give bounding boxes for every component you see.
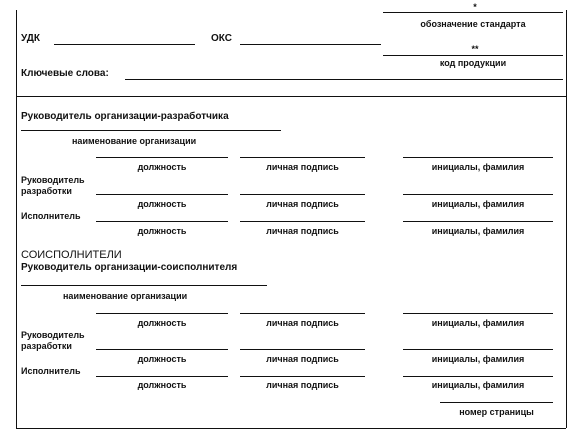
developer-row3-name-caption: инициалы, фамилия <box>431 226 525 236</box>
coexecutors-row2-name-line <box>403 349 553 350</box>
keywords-field-line <box>125 79 563 80</box>
coexecutors-row1-position-caption: должность <box>137 318 187 328</box>
developer-row2-position-caption: должность <box>137 199 187 209</box>
developer-row1-signature-line <box>240 157 365 158</box>
developer-row1-name-line <box>403 157 553 158</box>
page-number-caption: номер страницы <box>459 407 534 417</box>
developer-row2-name-caption: инициалы, фамилия <box>431 199 525 209</box>
coexecutors-org-caption: наименование организации <box>63 291 188 301</box>
udk-label: УДК <box>21 33 40 44</box>
developer-row1-signature-caption: личная подпись <box>266 162 339 172</box>
coexecutors-row1-name-line <box>403 313 553 314</box>
oks-field-line <box>240 44 381 45</box>
developer-row3-position-line <box>96 221 228 222</box>
coexecutors-row3-name-line <box>403 376 553 377</box>
page-number-line <box>440 402 553 403</box>
developer-executor-label: Исполнитель <box>21 211 81 221</box>
standard-line <box>383 12 563 13</box>
developer-dev-head-label-1: Руководитель <box>21 175 85 185</box>
coexecutors-head-label: Руководитель организации-соисполнителя <box>21 262 238 273</box>
developer-row3-name-line <box>403 221 553 222</box>
coexecutors-row2-position-line <box>96 349 228 350</box>
coexecutors-dev-head-label-1: Руководитель <box>21 330 85 340</box>
coexecutors-row3-signature-caption: личная подпись <box>266 380 339 390</box>
frame-left-border <box>16 10 17 428</box>
coexecutors-row2-signature-caption: личная подпись <box>266 354 339 364</box>
developer-row3-signature-caption: личная подпись <box>266 226 339 236</box>
developer-dev-head-label-2: разработки <box>21 186 72 196</box>
coexecutors-title: СОИСПОЛНИТЕЛИ <box>21 249 122 261</box>
coexecutors-row3-position-caption: должность <box>137 380 187 390</box>
coexecutors-row2-signature-line <box>240 349 365 350</box>
developer-head-label: Руководитель организации-разработчика <box>21 111 229 122</box>
developer-row2-name-line <box>403 194 553 195</box>
coexecutors-executor-label: Исполнитель <box>21 366 81 376</box>
oks-label: ОКС <box>211 33 232 44</box>
developer-row2-position-line <box>96 194 228 195</box>
product-caption: код продукции <box>439 58 507 68</box>
coexecutors-head-line <box>21 285 267 286</box>
standard-mark: * <box>473 2 477 12</box>
coexecutors-row1-signature-caption: личная подпись <box>266 318 339 328</box>
coexecutors-row1-name-caption: инициалы, фамилия <box>431 318 525 328</box>
coexecutors-row3-position-line <box>96 376 228 377</box>
coexecutors-row1-signature-line <box>240 313 365 314</box>
developer-row3-signature-line <box>240 221 365 222</box>
developer-row2-signature-line <box>240 194 365 195</box>
coexecutors-row1-position-line <box>96 313 228 314</box>
developer-row2-signature-caption: личная подпись <box>266 199 339 209</box>
coexecutors-dev-head-label-2: разработки <box>21 341 72 351</box>
frame-right-border <box>566 10 567 428</box>
developer-row3-position-caption: должность <box>137 226 187 236</box>
developer-row1-name-caption: инициалы, фамилия <box>431 162 525 172</box>
header-separator <box>16 96 566 97</box>
developer-row1-position-line <box>96 157 228 158</box>
standard-caption: обозначение стандарта <box>420 19 526 29</box>
frame-bottom-border <box>16 428 566 429</box>
developer-row1-position-caption: должность <box>137 162 187 172</box>
coexecutors-row3-signature-line <box>240 376 365 377</box>
coexecutors-row3-name-caption: инициалы, фамилия <box>431 380 525 390</box>
coexecutors-row2-name-caption: инициалы, фамилия <box>431 354 525 364</box>
keywords-label: Ключевые слова: <box>21 68 109 79</box>
coexecutors-row2-position-caption: должность <box>137 354 187 364</box>
product-line <box>383 55 563 56</box>
product-mark: ** <box>471 44 479 54</box>
developer-org-caption: наименование организации <box>72 136 197 146</box>
udk-field-line <box>54 44 195 45</box>
developer-head-line <box>21 130 281 131</box>
